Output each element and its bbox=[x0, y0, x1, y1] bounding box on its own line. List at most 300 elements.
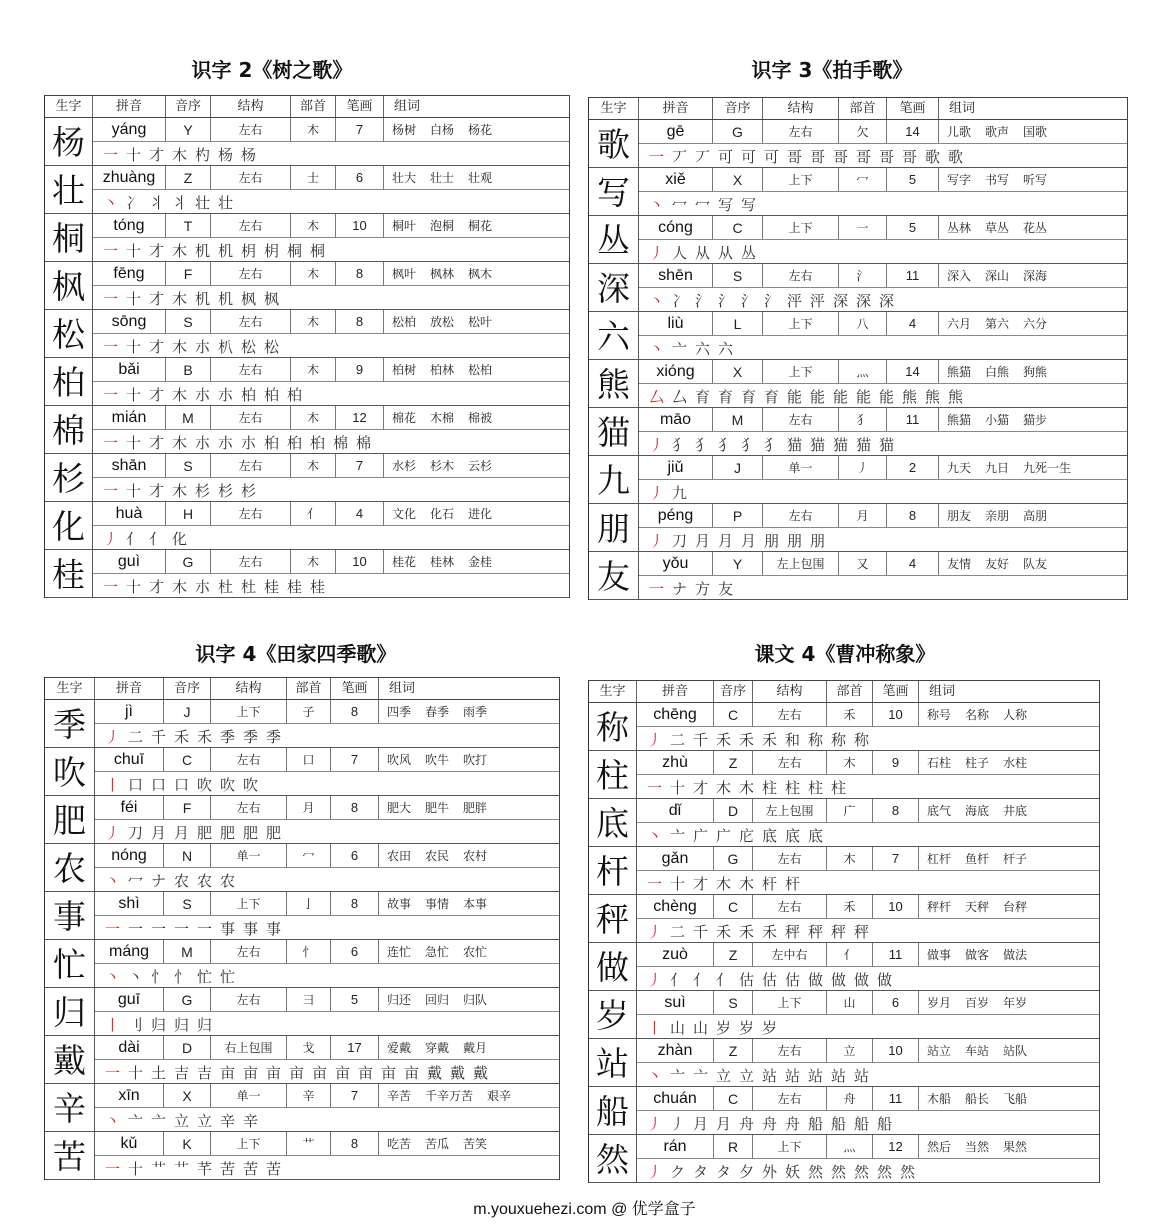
character-row bbox=[589, 847, 1099, 895]
stroke-order-row bbox=[95, 724, 559, 748]
stroke-step: 木 bbox=[715, 874, 731, 893]
stroke-order-row bbox=[637, 871, 1099, 895]
stroke-step: 十 bbox=[127, 1063, 143, 1082]
pinyin-cell: guì bbox=[93, 550, 166, 574]
word: 水杉 bbox=[392, 459, 417, 473]
stroke-step: 枂 bbox=[240, 241, 256, 260]
words-cell bbox=[379, 940, 559, 964]
stroke-step: ク bbox=[669, 1162, 685, 1181]
stroke-step: 桂 bbox=[309, 577, 325, 596]
stroke-step: 朩 bbox=[217, 433, 233, 452]
radical-cell: 禾 bbox=[827, 895, 873, 919]
initial-cell: X bbox=[164, 1084, 211, 1108]
stroke-step: 广 bbox=[692, 826, 708, 845]
stroke-step: 木 bbox=[738, 874, 754, 893]
stroke-step: 育 bbox=[740, 387, 756, 406]
word: 丛林 bbox=[947, 221, 972, 235]
word: 站队 bbox=[1003, 1044, 1028, 1058]
new-character: 友 bbox=[589, 552, 639, 600]
pinyin-cell: māo bbox=[639, 408, 713, 432]
stroke-step: 舟 bbox=[761, 1114, 777, 1133]
table-header-row bbox=[589, 681, 1099, 703]
stroke-step: 才 bbox=[692, 778, 708, 797]
structure-cell: 上下 bbox=[763, 168, 839, 192]
initial-cell: F bbox=[166, 262, 211, 286]
stroke-step: 庀 bbox=[738, 826, 754, 845]
stroke-step: 桕 bbox=[309, 433, 325, 452]
word: 果然 bbox=[1003, 1140, 1028, 1154]
stroke-step: 熊 bbox=[947, 387, 963, 406]
initial-cell: M bbox=[164, 940, 211, 964]
stroke-step: 亩 bbox=[357, 1063, 373, 1082]
stroke-step: 猫 bbox=[832, 435, 848, 454]
header-pinyin: 拼音 bbox=[95, 678, 164, 699]
header-initial: 音序 bbox=[713, 98, 763, 119]
stroke-step: 十 bbox=[125, 337, 141, 356]
new-character: 枫 bbox=[45, 262, 93, 310]
character-row bbox=[589, 991, 1099, 1039]
character-row bbox=[45, 940, 559, 988]
stroke-step: 育 bbox=[763, 387, 779, 406]
words-cell bbox=[939, 552, 1127, 576]
stroke-order-row bbox=[95, 1012, 559, 1036]
stroke-step: 丿 bbox=[648, 243, 664, 262]
header-words: 组词 bbox=[394, 99, 421, 114]
stroke-order-row bbox=[639, 384, 1127, 408]
words-cell bbox=[384, 406, 569, 430]
stroke-step: 一 bbox=[150, 919, 166, 938]
stroke-order-row bbox=[637, 1063, 1099, 1087]
stroke-step: 猫 bbox=[809, 435, 825, 454]
new-character: 猫 bbox=[589, 408, 639, 456]
stroke-step: 船 bbox=[876, 1114, 892, 1133]
stroke-step: 一 bbox=[104, 1159, 120, 1178]
stroke-step: 禾 bbox=[761, 730, 777, 749]
stroke-step: 木 bbox=[171, 481, 187, 500]
stroke-step: 哥 bbox=[786, 147, 802, 166]
stroke-step: 站 bbox=[830, 1066, 846, 1085]
stroke-order-row bbox=[93, 190, 569, 214]
stroke-order-row bbox=[639, 480, 1127, 504]
header-char: 生字 bbox=[589, 98, 639, 119]
initial-cell: H bbox=[166, 502, 211, 526]
stroke-step: 丛 bbox=[740, 243, 756, 262]
stroke-step: 深 bbox=[855, 291, 871, 310]
stroke-step: 厶 bbox=[671, 387, 687, 406]
stroke-step: 丿 bbox=[648, 483, 664, 502]
header-radical: 部首 bbox=[291, 96, 336, 117]
stroke-step: 十 bbox=[125, 145, 141, 164]
stroke-step: 冖 bbox=[694, 195, 710, 214]
stroke-step: 秤 bbox=[830, 922, 846, 941]
initial-cell: G bbox=[714, 847, 753, 871]
character-row bbox=[45, 454, 569, 502]
radical-cell: 木 bbox=[291, 406, 336, 430]
stroke-step: 松 bbox=[263, 337, 279, 356]
structure-cell: 上下 bbox=[211, 1132, 287, 1156]
initial-cell: C bbox=[713, 216, 763, 240]
character-row bbox=[589, 216, 1127, 264]
word: 做法 bbox=[1003, 948, 1028, 962]
new-character: 称 bbox=[589, 703, 637, 751]
stroke-step: 杆 bbox=[784, 874, 800, 893]
word: 桐花 bbox=[468, 219, 493, 233]
header-initial: 音序 bbox=[714, 681, 753, 702]
stroke-order-row bbox=[639, 576, 1127, 600]
stroke-step: 能 bbox=[832, 387, 848, 406]
stroke-step: 杨 bbox=[217, 145, 233, 164]
new-character: 季 bbox=[45, 700, 95, 748]
pinyin-cell: chèng bbox=[637, 895, 714, 919]
words-cell bbox=[384, 502, 569, 526]
stroke-order-row bbox=[637, 967, 1099, 991]
stroke-order-row bbox=[93, 238, 569, 262]
word: 海底 bbox=[965, 804, 990, 818]
stroke-step: 机 bbox=[217, 289, 233, 308]
structure-cell: 左右 bbox=[211, 310, 291, 334]
stroke-count-cell: 11 bbox=[873, 943, 919, 967]
initial-cell: C bbox=[714, 703, 753, 727]
stroke-order-row bbox=[95, 868, 559, 892]
stroke-order-row bbox=[93, 286, 569, 310]
stroke-step: 一 bbox=[102, 145, 118, 164]
stroke-step: 氵 bbox=[717, 291, 733, 310]
stroke-order-row bbox=[95, 1060, 559, 1084]
structure-cell: 左右 bbox=[763, 120, 839, 144]
character-row bbox=[45, 550, 569, 598]
stroke-step: 木 bbox=[171, 577, 187, 596]
words-cell bbox=[379, 844, 559, 868]
stroke-step: 犭 bbox=[671, 435, 687, 454]
word: 水柱 bbox=[1003, 756, 1028, 770]
stroke-count-cell: 4 bbox=[887, 312, 939, 336]
words-cell bbox=[919, 751, 1099, 775]
stroke-step: 禾 bbox=[715, 922, 731, 941]
structure-cell: 左右 bbox=[211, 166, 291, 190]
stroke-step: 岁 bbox=[761, 1018, 777, 1037]
words-cell bbox=[384, 166, 569, 190]
stroke-step: 厶 bbox=[648, 387, 664, 406]
stroke-step: 枫 bbox=[240, 289, 256, 308]
header-structure: 结构 bbox=[753, 681, 827, 702]
stroke-step: 戴 bbox=[426, 1063, 442, 1082]
stroke-count-cell: 8 bbox=[887, 504, 939, 528]
stroke-step: 桐 bbox=[286, 241, 302, 260]
word: 壮士 bbox=[430, 171, 455, 185]
initial-cell: J bbox=[713, 456, 763, 480]
stroke-step: 辛 bbox=[242, 1111, 258, 1130]
stroke-step: 朩 bbox=[194, 337, 210, 356]
stroke-step: 苦 bbox=[242, 1159, 258, 1178]
stroke-step: 土 bbox=[150, 1063, 166, 1082]
new-character: 朋 bbox=[589, 504, 639, 552]
stroke-step: 吹 bbox=[196, 775, 212, 794]
stroke-order-row bbox=[639, 240, 1127, 264]
stroke-count-cell: 4 bbox=[887, 552, 939, 576]
stroke-order-row bbox=[637, 1015, 1099, 1039]
stroke-step: 十 bbox=[127, 1159, 143, 1178]
radical-cell: 忄 bbox=[287, 940, 331, 964]
character-row bbox=[45, 502, 569, 550]
stroke-order-row bbox=[95, 1156, 559, 1180]
stroke-step: 朩 bbox=[194, 385, 210, 404]
new-character: 桂 bbox=[45, 550, 93, 598]
word: 友好 bbox=[985, 557, 1010, 571]
character-row bbox=[45, 310, 569, 358]
character-table bbox=[44, 95, 570, 598]
pinyin-cell: gǎn bbox=[637, 847, 714, 871]
stroke-step: 化 bbox=[171, 529, 187, 548]
word: 辛苦 bbox=[387, 1089, 412, 1103]
stroke-order-row bbox=[93, 382, 569, 406]
word: 井底 bbox=[1003, 804, 1028, 818]
word: 熊猫 bbox=[947, 365, 972, 379]
word: 国歌 bbox=[1023, 125, 1048, 139]
words-cell bbox=[384, 454, 569, 478]
structure-cell: 左右 bbox=[753, 703, 827, 727]
radical-cell: 冖 bbox=[839, 168, 887, 192]
stroke-step: 冫 bbox=[671, 291, 687, 310]
stroke-order-row bbox=[639, 432, 1127, 456]
radical-cell: 戈 bbox=[287, 1036, 331, 1060]
words-cell bbox=[919, 799, 1099, 823]
stroke-count-cell: 5 bbox=[887, 168, 939, 192]
word: 白杨 bbox=[430, 123, 455, 137]
character-row bbox=[45, 262, 569, 310]
word: 岁月 bbox=[927, 996, 952, 1010]
pinyin-cell: gē bbox=[639, 120, 713, 144]
pinyin-cell: mián bbox=[93, 406, 166, 430]
stroke-step: 农 bbox=[196, 871, 212, 890]
stroke-step: 肥 bbox=[242, 823, 258, 842]
header-char: 生字 bbox=[45, 678, 95, 699]
stroke-step: 一 bbox=[648, 579, 664, 598]
new-character: 壮 bbox=[45, 166, 93, 214]
word: 枫木 bbox=[468, 267, 493, 281]
structure-cell: 左右 bbox=[211, 454, 291, 478]
stroke-step: 十 bbox=[125, 289, 141, 308]
stroke-step: 丬 bbox=[148, 193, 164, 212]
stroke-step: 二 bbox=[127, 727, 143, 746]
word: 友情 bbox=[947, 557, 972, 571]
stroke-step: 丶 bbox=[648, 291, 664, 310]
words-cell bbox=[379, 1084, 559, 1108]
stroke-count-cell: 5 bbox=[331, 988, 379, 1012]
stroke-step: 朳 bbox=[217, 337, 233, 356]
stroke-step: 丿 bbox=[646, 922, 662, 941]
word: 农民 bbox=[425, 849, 450, 863]
stroke-step: 刀 bbox=[127, 823, 143, 842]
stroke-order-row bbox=[637, 823, 1099, 847]
words-cell bbox=[939, 360, 1127, 384]
word: 松柏 bbox=[468, 363, 493, 377]
header-strokes: 笔画 bbox=[873, 681, 919, 702]
word: 本事 bbox=[463, 897, 488, 911]
pinyin-cell: rán bbox=[637, 1135, 714, 1159]
character-row bbox=[589, 703, 1099, 751]
stroke-step: 一 bbox=[104, 1063, 120, 1082]
pinyin-cell: zuò bbox=[637, 943, 714, 967]
structure-cell: 上下 bbox=[211, 700, 287, 724]
stroke-step: 农 bbox=[219, 871, 235, 890]
word: 杆子 bbox=[1003, 852, 1028, 866]
stroke-step: 亠 bbox=[669, 1066, 685, 1085]
stroke-step: 杓 bbox=[194, 145, 210, 164]
stroke-step: 六 bbox=[694, 339, 710, 358]
stroke-step: 然 bbox=[899, 1162, 915, 1181]
stroke-order-row bbox=[95, 916, 559, 940]
stroke-step: 育 bbox=[717, 387, 733, 406]
stroke-step: 丿 bbox=[104, 823, 120, 842]
structure-cell: 左右 bbox=[211, 214, 291, 238]
header-pinyin: 拼音 bbox=[93, 96, 166, 117]
words-cell bbox=[919, 1039, 1099, 1063]
stroke-order-row bbox=[93, 478, 569, 502]
structure-cell: 左右 bbox=[211, 358, 291, 382]
word: 当然 bbox=[965, 1140, 990, 1154]
character-row bbox=[589, 504, 1127, 552]
stroke-step: 亩 bbox=[219, 1063, 235, 1082]
stroke-step: 犭 bbox=[763, 435, 779, 454]
stroke-step: 猫 bbox=[786, 435, 802, 454]
stroke-step: 禾 bbox=[715, 730, 731, 749]
structure-cell: 左右 bbox=[763, 504, 839, 528]
new-character: 棉 bbox=[45, 406, 93, 454]
word: 木船 bbox=[927, 1092, 952, 1106]
stroke-step: 犭 bbox=[694, 435, 710, 454]
initial-cell: B bbox=[166, 358, 211, 382]
stroke-step: 岁 bbox=[715, 1018, 731, 1037]
stroke-step: 广 bbox=[715, 826, 731, 845]
initial-cell: M bbox=[713, 408, 763, 432]
word: 高朋 bbox=[1023, 509, 1048, 523]
stroke-count-cell: 10 bbox=[873, 895, 919, 919]
word: 木棉 bbox=[430, 411, 455, 425]
header-structure: 结构 bbox=[211, 96, 291, 117]
stroke-order-row bbox=[637, 919, 1099, 943]
stroke-order-row bbox=[637, 775, 1099, 799]
stroke-step: 歌 bbox=[947, 147, 963, 166]
stroke-step: 称 bbox=[807, 730, 823, 749]
stroke-step: 一 bbox=[102, 577, 118, 596]
radical-cell: 口 bbox=[287, 748, 331, 772]
stroke-step: 丶 bbox=[104, 1111, 120, 1130]
stroke-order-row bbox=[639, 144, 1127, 168]
radical-cell: 冖 bbox=[287, 844, 331, 868]
stroke-step: 杨 bbox=[240, 145, 256, 164]
stroke-step: 估 bbox=[761, 970, 777, 989]
initial-cell: Z bbox=[714, 1039, 753, 1063]
new-character: 农 bbox=[45, 844, 95, 892]
stroke-step: 猫 bbox=[878, 435, 894, 454]
word: 雨季 bbox=[463, 705, 488, 719]
stroke-step: 泙 bbox=[786, 291, 802, 310]
words-cell bbox=[919, 703, 1099, 727]
word: 回归 bbox=[425, 993, 450, 1007]
stroke-step: 船 bbox=[853, 1114, 869, 1133]
stroke-step: 丶 bbox=[104, 967, 120, 986]
stroke-step: 亠 bbox=[671, 339, 687, 358]
initial-cell: Z bbox=[714, 943, 753, 967]
word: 石柱 bbox=[927, 756, 952, 770]
stroke-step: 六 bbox=[717, 339, 733, 358]
stroke-step: 一 bbox=[173, 919, 189, 938]
pinyin-cell: jiǔ bbox=[639, 456, 713, 480]
stroke-order-row bbox=[639, 288, 1127, 312]
stroke-step: 秤 bbox=[784, 922, 800, 941]
stroke-step: 吹 bbox=[219, 775, 235, 794]
stroke-step: 木 bbox=[171, 145, 187, 164]
pinyin-cell: dǐ bbox=[637, 799, 714, 823]
stroke-step: 才 bbox=[692, 874, 708, 893]
initial-cell: R bbox=[714, 1135, 753, 1159]
stroke-count-cell: 8 bbox=[331, 796, 379, 820]
stroke-step: 才 bbox=[148, 481, 164, 500]
stroke-step: 吉 bbox=[196, 1063, 212, 1082]
stroke-step: 季 bbox=[219, 727, 235, 746]
stroke-count-cell: 17 bbox=[331, 1036, 379, 1060]
stroke-step: 然 bbox=[876, 1162, 892, 1181]
stroke-order-row bbox=[639, 336, 1127, 360]
structure-cell: 左右 bbox=[211, 406, 291, 430]
word: 吃苦 bbox=[387, 1137, 412, 1151]
stroke-count-cell: 10 bbox=[873, 1039, 919, 1063]
initial-cell: G bbox=[713, 120, 763, 144]
initial-cell: J bbox=[164, 700, 211, 724]
stroke-step: 然 bbox=[853, 1162, 869, 1181]
stroke-step: 丶 bbox=[648, 339, 664, 358]
stroke-step: 月 bbox=[150, 823, 166, 842]
word: 桐叶 bbox=[392, 219, 417, 233]
pinyin-cell: zhàn bbox=[637, 1039, 714, 1063]
radical-cell: 灬 bbox=[827, 1135, 873, 1159]
stroke-step: 氵 bbox=[694, 291, 710, 310]
word: 亲朋 bbox=[985, 509, 1010, 523]
stroke-step: 辛 bbox=[219, 1111, 235, 1130]
stroke-step: 底 bbox=[784, 826, 800, 845]
character-row bbox=[45, 988, 559, 1036]
stroke-step: 猫 bbox=[855, 435, 871, 454]
stroke-step: 从 bbox=[717, 243, 733, 262]
character-table bbox=[588, 680, 1100, 1183]
word: 六月 bbox=[947, 317, 972, 331]
stroke-step: 夕 bbox=[738, 1162, 754, 1181]
structure-cell: 左右 bbox=[753, 751, 827, 775]
stroke-step: 泙 bbox=[809, 291, 825, 310]
word: 壮观 bbox=[468, 171, 493, 185]
character-row bbox=[589, 943, 1099, 991]
pinyin-cell: bǎi bbox=[93, 358, 166, 382]
radical-cell: 丿 bbox=[839, 456, 887, 480]
word: 狗熊 bbox=[1023, 365, 1048, 379]
character-row bbox=[589, 1039, 1099, 1087]
new-character: 忙 bbox=[45, 940, 95, 988]
words-cell bbox=[919, 895, 1099, 919]
stroke-step: 一 bbox=[648, 147, 664, 166]
stroke-step: 熊 bbox=[924, 387, 940, 406]
stroke-step: 氵 bbox=[740, 291, 756, 310]
word: 文化 bbox=[392, 507, 417, 521]
character-row bbox=[45, 214, 569, 262]
stroke-step: 事 bbox=[265, 919, 281, 938]
word: 穿戴 bbox=[425, 1041, 450, 1055]
radical-cell: 亻 bbox=[291, 502, 336, 526]
words-cell bbox=[379, 796, 559, 820]
character-row bbox=[589, 264, 1127, 312]
stroke-step: 秤 bbox=[853, 922, 869, 941]
word: 称号 bbox=[927, 708, 952, 722]
words-cell bbox=[919, 943, 1099, 967]
